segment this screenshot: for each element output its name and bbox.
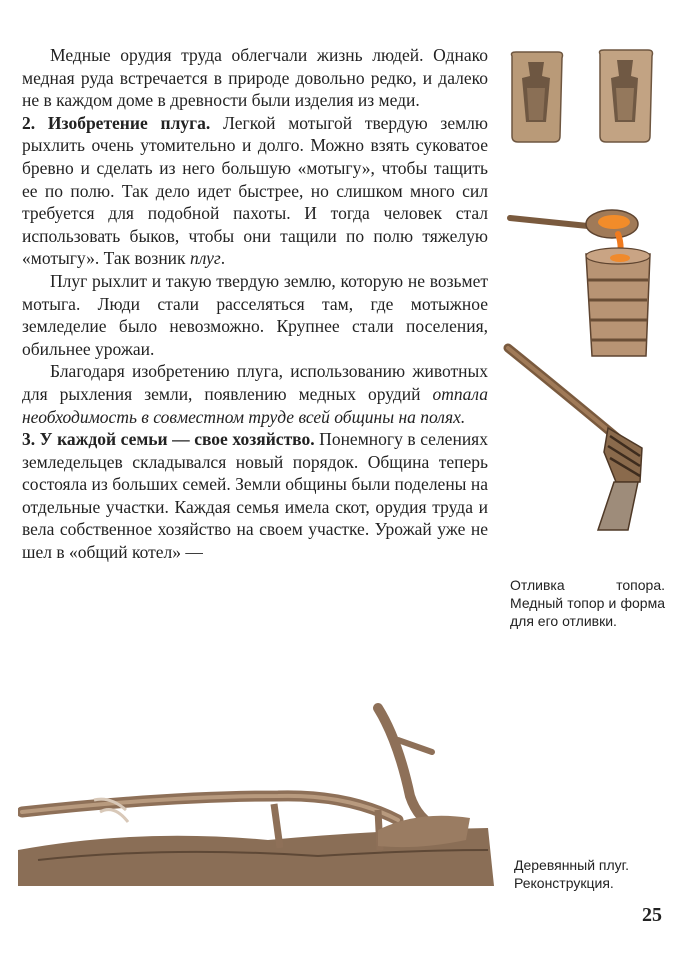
copper-axe-illustration	[500, 340, 670, 540]
paragraph-copper-tools: Медные орудия труда облегчали жизнь людей. Однако медная руда встречается в природе довольно редко, и далеко не в каждом доме в древности были изделия из меди.	[22, 45, 488, 111]
main-text-column	[22, 44, 488, 564]
caption-wooden-plow: Деревянный плуг. Реконструкция.	[514, 857, 629, 891]
caption-axe-casting: Отливка топора. Медный топор и форма для его отливки.	[510, 577, 665, 629]
paragraph-plow-benefits: Плуг рыхлит и такую твердую землю, которую не возьмет мотыга. Люди стали расселяться там, где мотыжное земледелие было невозможно. Крупнее стали поселения, обильнее урожаи.	[22, 270, 488, 359]
axe-blade	[598, 482, 638, 530]
wooden-plow-illustration	[18, 700, 498, 890]
casting-molds-illustration	[500, 48, 670, 148]
paragraph-conclusion: Благодаря изобретению плуга, использованию животных для рыхления земли, появлению медных орудий отпала необходимость в совместном труде всей общины на полях.	[22, 361, 488, 427]
emphasis-no-communal-labor: отпала необходимость в совместном труде всей общины на полях.	[22, 383, 488, 427]
term-plow: плуг	[189, 248, 221, 269]
section-heading-plow: 2. Изобретение плуга.	[22, 112, 211, 133]
section-heading-family: 3. У каждой семьи — свое хозяйство.	[22, 429, 315, 450]
section-plow-invention: 2. Изобретение плуга. Легкой мотыгой твердую землю рыхлить очень утомительно и долго. Можно взять суковатое бревно и сделать из него большую «мотыгу», чтобы тащить ее по полю. Так дело идет быстрее, но слишком много сил требуется для подобной пахоты. И тогда человек стал использовать быков, чтобы они тащили по полю тяжелую «мотыгу». Так возник плуг.	[22, 112, 488, 269]
page-number: 25	[642, 904, 662, 926]
mold-right	[600, 50, 653, 142]
section-family-household: 3. У каждой семьи — свое хозяйство. Понемногу в селениях земледельцев складывался новый порядок. Община теперь состояла из больших семей. Земли общины были поделены на отдельные участки. Каждая семья имела скот, орудия труда и вела собственное хозяйство на своем участке. Урожай уже не шел в «общий котел» —	[22, 429, 488, 563]
mold-left	[512, 52, 563, 142]
